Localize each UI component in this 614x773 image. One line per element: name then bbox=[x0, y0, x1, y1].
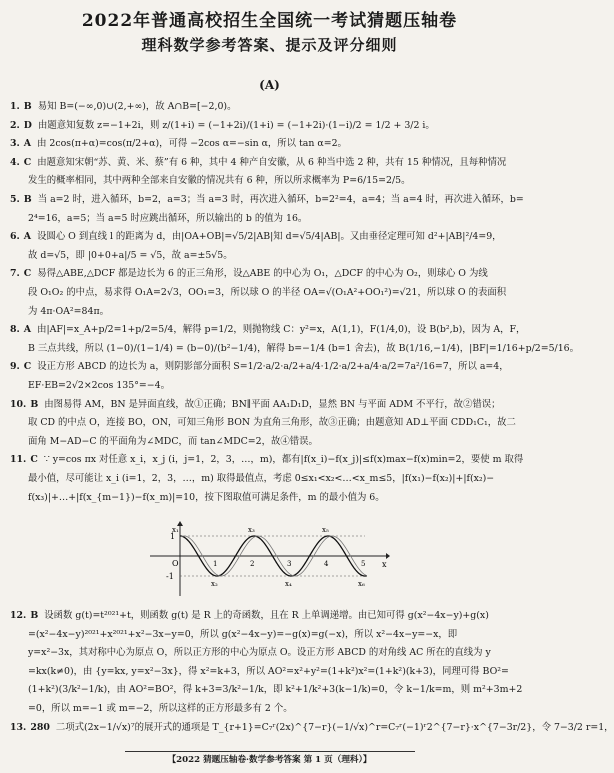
answer-explanation: 由题意知宋朝“苏、黄、米、蔡”有 6 种，其中 4 种产自安徽，从 6 种当中选 2 种，共有 15 种情况，且每种情况 bbox=[37, 156, 507, 168]
answer-item bbox=[10, 395, 532, 414]
answer-item-continuation bbox=[28, 625, 532, 644]
x1-label: x₁ bbox=[172, 526, 179, 534]
answer-choice: C bbox=[23, 268, 32, 280]
answer-item-continuation bbox=[28, 432, 532, 451]
answer-item-continuation bbox=[28, 643, 532, 662]
answer-explanation: 当 a=2 时，进入循环，b=2，a=3；当 a=3 时，再次进入循环，b=2²=4，a=4；当 a=4 时，再次进入循环，b= bbox=[37, 194, 524, 205]
answer-explanation: y=x²−3x，其对称中心为原点 O，所以正方形的中心为原点 O。设正方形 ABCD 的对角线 AC 所在的直线为 y bbox=[28, 647, 491, 659]
answer-choice: A bbox=[23, 138, 32, 150]
answer-item-continuation bbox=[28, 680, 532, 699]
tick-5: 5 bbox=[361, 560, 366, 568]
tick-4: 4 bbox=[324, 560, 329, 568]
x-axis-arrow bbox=[386, 553, 390, 559]
answer-explanation: f(x₃)|+…+|f(x_{m−1})−f(x_m)|=10，按下图取值可满足条件，m 的最小值为 6。 bbox=[28, 491, 385, 503]
x2-label: x₂ bbox=[211, 580, 218, 588]
answer-item bbox=[10, 153, 532, 172]
answer-choice: 280 bbox=[30, 721, 50, 733]
answer-explanation: 为 4π·OA²=84π。 bbox=[28, 305, 109, 317]
answer-explanation: 段 O₁O₂ 的中点，易求得 O₁A=2√3，OO₁=3，所以球 O 的半径 OA=√(O₁A²+OO₁²)=√21，所以球 O 的表面积 bbox=[28, 287, 507, 298]
answer-explanation: 发生的概率相同，其中两种全部来自安徽的情况共有 6 种，所以所求概率为 P=6/15=2/5。 bbox=[28, 175, 411, 187]
answer-item bbox=[10, 134, 532, 153]
answer-item-continuation bbox=[28, 413, 532, 432]
answer-item bbox=[10, 190, 532, 209]
answer-item bbox=[10, 320, 532, 339]
answer-item-continuation bbox=[28, 171, 532, 190]
page-footer: 【2022 猜题压轴卷·数学参考答案 第 1 页（理科）】 bbox=[167, 755, 372, 765]
answer-item-continuation bbox=[28, 488, 532, 507]
x3-label: x₃ bbox=[248, 526, 255, 534]
answer-item-continuation bbox=[28, 283, 532, 302]
answer-explanation: 由|AF|=x_A+p/2=1+p/2=5/4，解得 p=1/2，则抛物线 C：y²=x，A(1,1)，F(1/4,0)，设 B(b²,b)，因为 A，F， bbox=[37, 324, 526, 336]
answer-item-continuation bbox=[28, 662, 532, 681]
answer-explanation: 取 CD 的中点 O，连接 BO，ON，可知三角形 BON 为直角三角形，故③正确；由题意知 AD⊥平面 CDD₁C₁，故二 bbox=[28, 417, 516, 429]
answer-item bbox=[10, 357, 532, 376]
answer-explanation: 2⁴=16，a=5；当 a=5 时应跳出循环，所以输出的 b 的值为 16。 bbox=[28, 212, 308, 224]
y-label-bottom: -1 bbox=[166, 572, 174, 581]
answer-choice: B bbox=[30, 398, 39, 410]
cosine-graph bbox=[150, 520, 390, 600]
x6-label: x₆ bbox=[358, 580, 365, 588]
answer-item bbox=[10, 606, 532, 625]
answer-choice: C bbox=[30, 454, 38, 466]
answer-explanation: 最小值，尽可能让 x_i (i=1，2，3，…，m) 取得最值点，考虑 0≤x₁<x₂<…<x_m≤5，|f(x₁)−f(x₂)|+|f(x₂)− bbox=[28, 473, 495, 484]
footer-rule bbox=[125, 751, 415, 752]
answer-explanation: 二项式(2x−1/√x)⁷的展开式的通项是 T_{r+1}=C₇ʳ(2x)^{7−r}(−1/√x)^r=C₇ʳ(−1)ʳ2^{7−r}·x^{7−3r/2}，令 7−3/2 r=1， bbox=[55, 721, 614, 733]
question-number: 4. bbox=[10, 156, 20, 168]
answer-item bbox=[10, 227, 532, 246]
answer-explanation: 易知 B=(−∞,0)∪(2,+∞)，故 A∩B=[−2,0)。 bbox=[37, 101, 237, 112]
answer-explanation: =kx(k≠0)，由 {y=kx, y=x²−3x}，得 x²=k+3，所以 AO²=x²+y²=(1+k²)x²=(1+k²)(k+3)，同理可得 BO²= bbox=[28, 665, 509, 677]
question-number: 12. bbox=[10, 610, 27, 621]
answer-explanation: =(x²−4x−y)²⁰²¹+x²⁰²¹+x²−3x−y=0，所以 g(x²−4x−y)=−g(x)=g(−x)，所以 x²−4x−y=−x，即 bbox=[28, 628, 458, 640]
answer-explanation: 面角 M−AD−C 的平面角为∠MDC，而 tan∠MDC=2，故④错误。 bbox=[28, 435, 318, 447]
answer-choice: A bbox=[23, 231, 32, 243]
question-number: 2. bbox=[10, 119, 20, 131]
question-number: 7. bbox=[10, 268, 20, 280]
question-number: 3. bbox=[10, 138, 20, 150]
answer-choice: B bbox=[30, 610, 39, 621]
answer-explanation: 设正方形 ABCD 的边长为 a，则阴影部分面积 S=1/2·a/2·a/2+a/4·1/2·a/2+a/4·a/2=7a²/16=7，所以 a=4， bbox=[37, 361, 509, 373]
answer-item bbox=[10, 450, 532, 469]
answer-explanation: =0，所以 m=−1 或 m=−2，所以这样的正方形最多有 2 个。 bbox=[28, 703, 293, 714]
answer-item-continuation bbox=[28, 469, 532, 488]
question-number: 1. bbox=[10, 101, 20, 112]
answer-explanation: 设函数 g(t)=t²⁰²¹+t，则函数 g(t) 是 R 上的奇函数，且在 R 上单调递增。由已知可得 g(x²−4x−y)+g(x) bbox=[44, 610, 489, 621]
y-label-top: 1 bbox=[170, 532, 176, 541]
answer-explanation: 由题意知复数 z=−1+2i，则 z/(1+i) = (−1+2i)/(1+i) = (−1+2i)·(1−i)/2 = 1/2 + 3/2 i。 bbox=[37, 119, 435, 131]
answer-item-continuation bbox=[28, 302, 532, 321]
answer-item bbox=[10, 264, 532, 283]
x-variable-label: x bbox=[382, 560, 387, 569]
answer-item bbox=[10, 718, 614, 737]
answer-explanation: B 三点共线，所以 (1−0)/(1−1/4) = (b−0)/(b²−1/4)，解得 b=−1/4 (b=1 舍去)，故 B(1/16,−1/4)，|BF|=1/16+p/2=5/16。 bbox=[28, 342, 580, 354]
answer-item-continuation bbox=[28, 209, 532, 228]
answer-item bbox=[10, 97, 532, 116]
page-subtitle: 理科数学参考答案、提示及评分细则 bbox=[141, 36, 398, 54]
answer-choice: A bbox=[23, 324, 32, 336]
answer-choice: C bbox=[23, 156, 32, 168]
answer-choice: B bbox=[23, 194, 32, 205]
question-number: 11. bbox=[10, 454, 27, 466]
answer-item-continuation bbox=[28, 339, 580, 358]
question-number: 5. bbox=[10, 194, 20, 205]
tick-3: 3 bbox=[287, 560, 292, 568]
question-number: 6. bbox=[10, 231, 20, 243]
answer-item-continuation bbox=[28, 246, 532, 265]
answer-explanation: (1+k²)(3/k²−1/k)，由 AO²=BO²，得 k+3=3/k²−1/k，即 k²+1/k²+3(k−1/k)=0，令 k−1/k=m，则 m²+3m+2 bbox=[28, 684, 523, 696]
x4-label: x₄ bbox=[285, 580, 292, 588]
section-label: (A) bbox=[259, 78, 280, 92]
answer-choice: C bbox=[23, 361, 32, 373]
tick-2: 2 bbox=[250, 560, 255, 568]
answer-choice: D bbox=[23, 119, 32, 131]
question-number: 10. bbox=[10, 398, 27, 410]
answer-explanation: 由图易得 AM，BN 是异面直线，故①正确；BN∥平面 AA₁D₁D，显然 BN 与平面 ADM 不平行，故②错误； bbox=[44, 398, 501, 410]
answer-explanation: 由 2cos(π+α)=cos(π/2+α)，可得 −2cos α=−sin α，所以 tan α=2。 bbox=[37, 138, 347, 150]
answer-explanation: 故 d=√5，即 |0+0+a|/5 = √5，故 a=±5√5。 bbox=[28, 249, 233, 261]
tick-1: 1 bbox=[213, 560, 218, 568]
answer-item bbox=[10, 116, 532, 135]
origin-label: O bbox=[172, 559, 179, 568]
answer-explanation: 设圆心 O 到直线 l 的距离为 d，由|OA+OB|=√5/2|AB|知 d=√5/4|AB|。又由垂径定理可知 d²+|AB|²/4=9， bbox=[37, 231, 502, 243]
answer-explanation: 易得△ABE,△DCF 都是边长为 6 的正三角形，设△ABE 的中心为 O₁，△DCF 的中心为 O₂，则球心 O 为线 bbox=[37, 268, 488, 280]
question-number: 8. bbox=[10, 324, 20, 336]
question-number: 9. bbox=[10, 361, 20, 373]
answer-item-continuation bbox=[28, 699, 532, 718]
x5-label: x₅ bbox=[322, 526, 329, 534]
page-title: 2022年普通高校招生全国统一考试猜题压轴卷 bbox=[81, 11, 458, 31]
answer-choice: B bbox=[23, 101, 32, 112]
question-number: 13. bbox=[10, 721, 27, 733]
answer-explanation: ∵ y=cos πx 对任意 x_i，x_j (i，j=1，2，3，…，m)，都有|f(x_i)−f(x_j)|≤f(x)max−f(x)min=2，要使 m 取得 bbox=[43, 454, 524, 466]
answer-item-continuation bbox=[28, 376, 532, 395]
answer-explanation: EF·EB=2√2×2cos 135°=−4。 bbox=[28, 380, 170, 391]
